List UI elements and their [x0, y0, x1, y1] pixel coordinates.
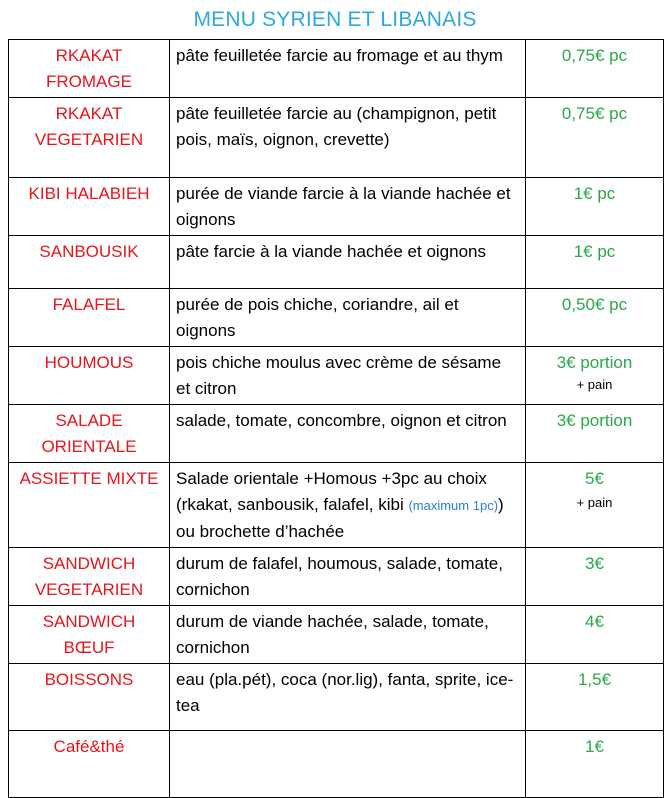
table-row — [9, 178, 664, 236]
item-price-cell — [526, 463, 664, 548]
item-price: 1,5€ — [526, 664, 664, 731]
price-note: + pain — [576, 495, 613, 510]
item-price: 5€ — [585, 469, 604, 488]
page-title: MENU SYRIEN ET LIBANAIS — [193, 8, 477, 31]
item-description: durum de viande hachée, salade, tomate, cornichon — [170, 606, 526, 664]
item-price-cell — [526, 347, 664, 405]
table-row — [9, 289, 664, 347]
item-name: HOUMOUS — [9, 347, 170, 405]
item-name: KIBI HALABIEH — [9, 178, 170, 236]
item-price: 0,75€ pc — [526, 40, 664, 98]
item-name: SALADE ORIENTALE — [9, 405, 170, 463]
item-name: RKAKAT VEGETARIEN — [9, 98, 170, 178]
table-row — [9, 463, 664, 548]
item-name: Café&thé — [9, 731, 170, 798]
table-row — [9, 731, 664, 798]
table-row — [9, 548, 664, 606]
table-row — [9, 40, 664, 98]
item-name: BOISSONS — [9, 664, 170, 731]
table-row — [9, 347, 664, 405]
item-price: 3€ portion — [526, 405, 664, 463]
price-note: + pain — [576, 377, 613, 392]
item-description: pois chiche moulus avec crème de sésame et citron — [170, 347, 526, 405]
item-price: 1€ pc — [526, 178, 664, 236]
item-description: durum de falafel, houmous, salade, tomate, cornichon — [170, 548, 526, 606]
table-row — [9, 236, 664, 289]
item-price: 0,75€ pc — [526, 98, 664, 178]
item-price: 1€ — [526, 731, 664, 798]
item-name: RKAKAT FROMAGE — [9, 40, 170, 98]
item-name: SANDWICH BŒUF — [9, 606, 170, 664]
item-description: Salade orientale +Homous +3pc au choix (rkakat, sanbousik, falafel, kibi — [176, 469, 487, 514]
item-name: FALAFEL — [9, 289, 170, 347]
item-price: 1€ pc — [526, 236, 664, 289]
description-note: (maximum 1pc) — [408, 498, 499, 513]
item-description: pâte farcie à la viande hachée et oignons — [170, 236, 526, 289]
item-description: pâte feuilletée farcie au (champignon, petit pois, maïs, oignon, crevette) — [170, 98, 526, 178]
item-description: salade, tomate, concombre, oignon et citron — [170, 405, 526, 463]
item-description-end: ) ou brochette d’hachée — [176, 495, 504, 541]
table-row — [9, 98, 664, 178]
item-price: 3€ — [526, 548, 664, 606]
item-description — [170, 731, 526, 798]
item-price: 3€ portion — [556, 353, 633, 372]
item-description: purée de viande farcie à la viande hachée et oignons — [170, 178, 526, 236]
item-description-cell — [170, 463, 526, 548]
item-description: pâte feuilletée farcie au fromage et au thym — [170, 40, 526, 98]
item-name: ASSIETTE MIXTE — [9, 463, 170, 548]
item-price: 0,50€ pc — [526, 289, 664, 347]
item-description: purée de pois chiche, coriandre, ail et oignons — [170, 289, 526, 347]
item-name: SANBOUSIK — [9, 236, 170, 289]
menu-table — [8, 39, 664, 798]
table-row — [9, 664, 664, 731]
item-description: eau (pla.pét), coca (nor.lig), fanta, sprite, ice-tea — [170, 664, 526, 731]
table-row — [9, 606, 664, 664]
item-price: 4€ — [526, 606, 664, 664]
item-name: SANDWICH VEGETARIEN — [9, 548, 170, 606]
table-row — [9, 405, 664, 463]
